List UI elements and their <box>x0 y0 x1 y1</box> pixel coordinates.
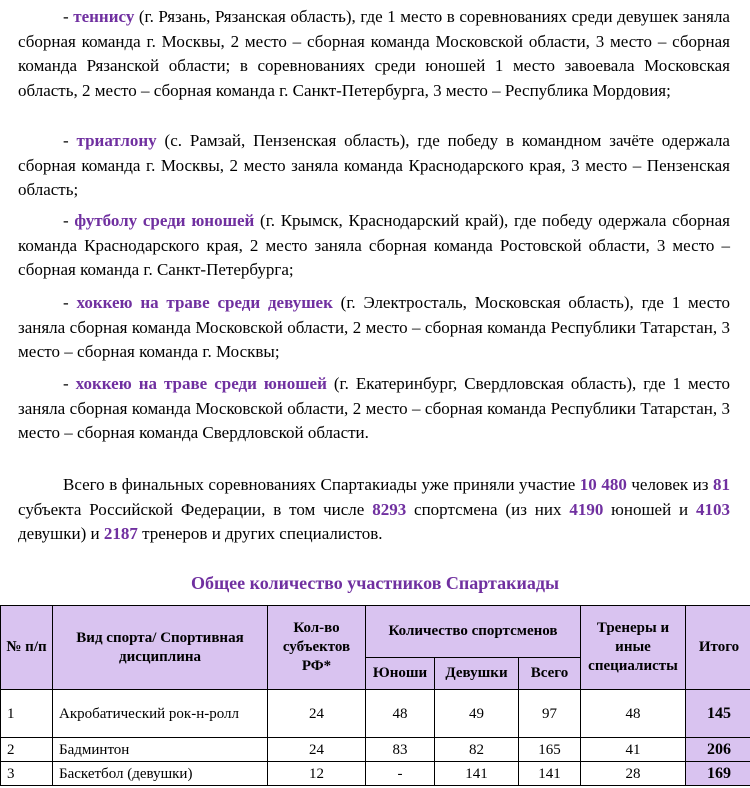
table-row <box>1 762 750 786</box>
girls-count: 4103 <box>696 499 730 519</box>
cell-all: 97 <box>519 690 581 738</box>
sport-name: хоккею на траве среди девушек <box>76 293 333 312</box>
paragraph-hockey-girls: - хоккею на траве среди девушек (г. Электросталь, Московская область), где 1 место заняла сборная команда Московской области, 2 место – сборная команда Республики Татарстан, 3 место – сборная команда г. Москвы; <box>18 293 730 361</box>
cell-girls: 141 <box>435 762 519 786</box>
cell-girls: 49 <box>435 690 519 738</box>
sport-name: хоккею на траве среди юношей <box>75 374 327 393</box>
table-caption: Общее количество участников Спартакиады <box>190 573 560 593</box>
header-boys: Юноши <box>366 658 435 690</box>
header-coaches: Тренеры и иные специалисты <box>581 606 686 690</box>
cell-boys: 83 <box>366 738 435 762</box>
boys-count: 4190 <box>569 499 604 519</box>
cell-all: 165 <box>519 738 581 762</box>
header-girls: Девушки <box>435 658 519 690</box>
cell-coaches: 48 <box>581 690 686 738</box>
cell-sport: Акробатический рок-н-ролл <box>53 690 268 738</box>
cell-coaches: 41 <box>581 738 686 762</box>
table-row <box>1 738 750 762</box>
cell-total: 169 <box>686 762 750 786</box>
cell-sport: Бадминтон <box>53 738 268 762</box>
paragraph-triathlon: - триатлону (с. Рамзай, Пензенская область), где победу в командном зачёте одержала сборная команда г. Москвы, 2 место заняла команда Краснодарского края, 3 место – Пензенская область; <box>18 131 730 199</box>
cell-subjects: 12 <box>268 762 366 786</box>
participants-table <box>0 605 750 786</box>
coaches-count: 2187 <box>103 524 138 543</box>
header-all: Всего <box>519 658 581 690</box>
header-subjects: Кол-во субъектов РФ* <box>268 606 366 690</box>
athletes-count: 8293 <box>372 499 407 519</box>
sport-name: теннису <box>73 7 135 26</box>
participants-count: 10 480 <box>579 475 627 494</box>
sport-name: триатлону <box>76 131 157 150</box>
cell-girls: 82 <box>435 738 519 762</box>
header-total: Итого <box>686 606 750 690</box>
header-sport: Вид спорта/ Спортивная дисциплина <box>53 606 268 690</box>
cell-num: 3 <box>1 762 53 786</box>
cell-subjects: 24 <box>268 738 366 762</box>
paragraph-hockey-boys: - хоккею на траве среди юношей (г. Екатеринбург, Свердловская область), где 1 место заняла сборная команда Московской области, 2 место – сборная команда Республики Татарстан, 3 место – сборная команда Свердловской области. <box>18 374 730 442</box>
subjects-count: 81 <box>713 475 731 494</box>
cell-boys: - <box>366 762 435 786</box>
cell-subjects: 24 <box>268 690 366 738</box>
paragraph-football: - футболу среди юношей (г. Крымск, Краснодарский край), где победу одержала сборная команда Краснодарского края, 2 место заняла сборная команда Ростовской области, 3 место – сборная команда г. Санкт-Петербурга; <box>18 211 730 279</box>
table-row <box>1 690 750 738</box>
cell-sport: Баскетбол (девушки) <box>53 762 268 786</box>
cell-num: 2 <box>1 738 53 762</box>
cell-total: 145 <box>686 690 750 738</box>
paragraph-summary: Всего в финальных соревнованиях Спартакиады уже приняли участие 10 480 человек из 81 субъекта Российской Федерации, в том числе 8293 спортсмена (из них 4190 юношей и 4103 девушки) и 2187 тренеров и других специалистов. <box>18 475 731 543</box>
cell-boys: 48 <box>366 690 435 738</box>
cell-total: 206 <box>686 738 750 762</box>
header-num: № п/п <box>1 606 53 690</box>
paragraph-tennis: - теннису (г. Рязань, Рязанская область), где 1 место в соревнованиях среди девушек заняла сборная команда г. Москвы, 2 место – сборная команда Московской области, 3 место – сборная команда Рязанской области; в соревнованиях среди юношей 1 место завоевала Московская область, 2 место – сборная команда г. Санкт-Петербурга, 3 место – Республика Мордовия; <box>18 7 730 100</box>
cell-all: 141 <box>519 762 581 786</box>
cell-num: 1 <box>1 690 53 738</box>
sport-name: футболу среди юношей <box>74 211 255 230</box>
cell-coaches: 28 <box>581 762 686 786</box>
header-athletes: Количество спортсменов <box>366 606 581 658</box>
